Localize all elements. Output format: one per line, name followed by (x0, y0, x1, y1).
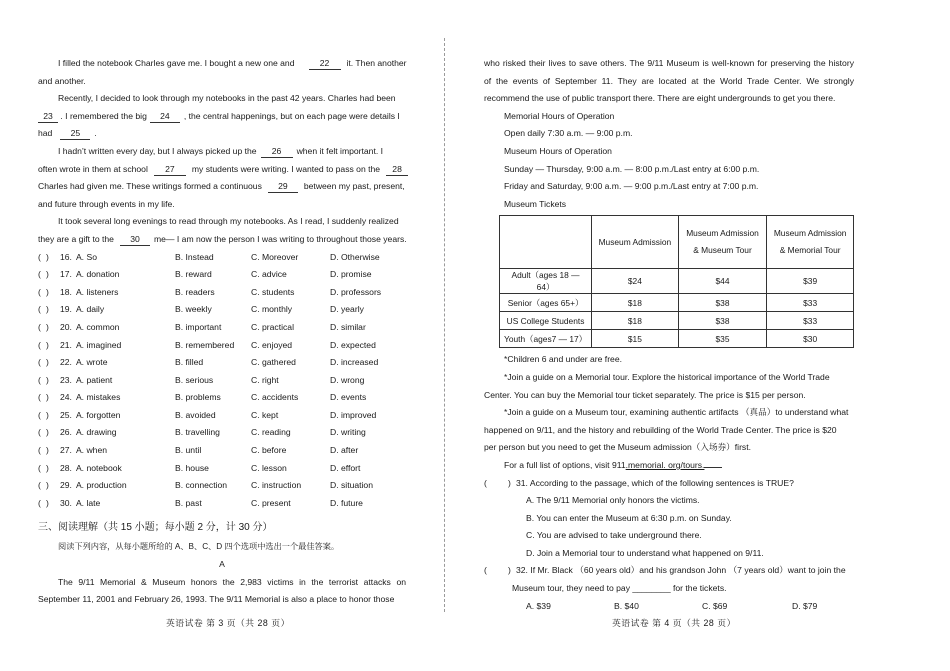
question-row (38, 407, 406, 425)
ticket-price: $35 (678, 330, 767, 348)
section-title: 三、阅读理解（共 15 小题；每小题 2 分，计 30 分） (38, 522, 273, 534)
passage-line-5: had 25 . (38, 128, 97, 139)
question-paren-close: ) (46, 409, 49, 420)
question-paren-open: ( (38, 427, 41, 438)
option-c[interactable]: C. students (251, 286, 295, 297)
text-line: recommend the use of public transport there. There are eight undergrounds to get you there. (484, 93, 836, 104)
question-number-option-a[interactable] (60, 249, 97, 267)
option-a[interactable]: A. when (75, 445, 108, 456)
question-paren-open: ( (38, 445, 41, 456)
option-b[interactable]: B. travelling (175, 427, 220, 438)
option-a[interactable]: A. imagined (75, 339, 122, 350)
option-c[interactable]: C. practical (251, 321, 294, 332)
option-a[interactable]: A. drawing (75, 427, 117, 438)
reading-line-1: The 9/11 Memorial & Museum honors the 2,983 victims in the terrorist attacks on (58, 576, 406, 587)
q32-option-d[interactable]: D. $79 (792, 600, 818, 611)
question-row (38, 337, 406, 355)
question-number: 17. (60, 269, 72, 280)
question-number-option-a[interactable] (60, 460, 122, 478)
question-number: 22. (60, 357, 72, 368)
question-number: 16. (60, 251, 72, 262)
question-paren-close: ) (46, 462, 49, 473)
option-b[interactable]: B. remembered (175, 339, 235, 350)
text-line: Memorial Hours of Operation (504, 110, 615, 121)
ticket-price: $44 (678, 269, 767, 294)
option-b[interactable]: B. avoided (175, 409, 216, 420)
option-d[interactable]: D. increased (330, 357, 379, 368)
question-paren-close: ) (46, 445, 49, 456)
option-d[interactable]: D. writing (330, 427, 366, 438)
question-number: 28. (60, 462, 72, 473)
ticket-row (500, 294, 854, 312)
option-b[interactable]: B. reward (175, 269, 212, 280)
passage-label: A (219, 559, 225, 570)
question-number: 30. (60, 497, 72, 508)
blank-25: 25 (60, 127, 90, 140)
question-number-option-a[interactable] (60, 284, 118, 302)
tours-link[interactable]: .memorial. org/tours. (625, 459, 705, 470)
question-number-option-a[interactable] (60, 424, 117, 442)
reading-line-2: September 11, 2001 and February 26, 1993. The 9/11 Memorial is also a place to honor those (38, 594, 395, 605)
text-line: of the events of September 11. They are located at the World Trade Center. We strongly (484, 75, 854, 86)
text-line: happened on 9/11, and the history and rebuilding of the World Trade Center. The price is $20 (484, 424, 837, 435)
option-d[interactable]: D. expected (330, 339, 376, 350)
ticket-price: $30 (767, 330, 854, 348)
option-c[interactable]: C. enjoyed (251, 339, 293, 350)
question-paren-close: ) (46, 269, 49, 280)
option-a[interactable]: A. production (75, 480, 127, 491)
option-c[interactable]: C. advice (251, 269, 287, 280)
option-d[interactable]: D. Otherwise (330, 251, 380, 262)
option-a[interactable]: A. late (75, 497, 101, 508)
page-divider (444, 38, 446, 612)
header-cell-museum-admission: Museum Admission (592, 216, 679, 269)
option-d[interactable]: D. improved (330, 409, 377, 420)
q31-option-a[interactable]: A. The 9/11 Memorial only honors the victims. (526, 495, 700, 506)
blank-27: 27 (154, 163, 186, 176)
question-paren-open: ( (38, 374, 41, 385)
ticket-price: $39 (767, 269, 854, 294)
option-d[interactable]: D. wrong (330, 374, 365, 385)
option-c[interactable]: C. before (251, 445, 287, 456)
q32-option-b[interactable]: B. $40 (614, 600, 639, 611)
header-cell-museum-tour: Museum Admission & Museum Tour (678, 216, 767, 269)
question-paren-close: ) (46, 392, 49, 403)
question-number: 21. (60, 339, 72, 350)
right-bottom-text (484, 351, 854, 457)
option-b[interactable]: B. weekly (175, 304, 212, 315)
question-number-option-a[interactable] (60, 266, 119, 284)
ticket-category: Adult（ages 18 — 64） (500, 269, 592, 294)
option-d[interactable]: D. after (330, 445, 359, 456)
question-paren-close: ) (46, 339, 49, 350)
passage-line-9: and future through events in my life. (38, 198, 175, 209)
ticket-row (500, 330, 854, 348)
option-a[interactable]: A. notebook (75, 462, 122, 473)
ticket-price: $18 (592, 312, 679, 330)
passage-line-11: they are a gift to the 30 me— I am now the person I was writing to throughout those years. (38, 233, 407, 244)
option-c[interactable]: C. instruction (251, 480, 302, 491)
q32-options (484, 598, 854, 616)
q32-option-c[interactable]: C. $69 (702, 600, 728, 611)
option-a[interactable]: A. forgotten (75, 409, 121, 420)
q31-option-d[interactable]: D. Join a Memorial tour to understand what happened on 9/11. (526, 547, 764, 558)
question-paren-close: ) (46, 251, 49, 262)
question-number: 27. (60, 445, 72, 456)
option-c[interactable]: C. present (251, 497, 291, 508)
passage-line-4: 23 . I remembered the big 24 , the central happenings, but on each page were details I (38, 108, 406, 126)
question-row (38, 389, 406, 407)
question-row (38, 460, 406, 478)
question-row (38, 249, 406, 267)
ticket-price: $24 (592, 269, 679, 294)
question-row (38, 372, 406, 390)
header-cell-blank (500, 216, 592, 269)
question-paren-open: ( (38, 321, 41, 332)
question-paren-open: ( (38, 339, 41, 350)
question-number: 20. (60, 321, 72, 332)
q32-stem: ( ) 32. If Mr. Black （60 years old）and his grandson John （7 years old）want to join the (484, 565, 846, 576)
question-number-option-a[interactable] (60, 372, 112, 390)
blank-29: 29 (268, 180, 298, 193)
option-d[interactable]: D. yearly (330, 304, 364, 315)
option-c[interactable]: C. accidents (251, 392, 299, 403)
option-d[interactable]: D. professors (330, 286, 382, 297)
full-list-line: For a full list of options, visit 911.memorial. org/tours. (484, 457, 854, 475)
option-b[interactable]: B. connection (175, 480, 228, 491)
q32-stem-2: Museum tour, they need to pay ________ for the tickets. (512, 583, 727, 594)
ticket-row (500, 269, 854, 294)
question-number-option-a[interactable] (60, 301, 104, 319)
passage-line-6: I hadn’t written every day, but I always picked up the 26 when it felt important. I (58, 145, 384, 156)
question-paren-close: ) (46, 374, 49, 385)
question-row (38, 284, 406, 302)
question-paren-close: ) (46, 497, 49, 508)
option-b[interactable]: B. until (175, 445, 202, 456)
question-number-option-a[interactable] (60, 477, 127, 495)
option-c[interactable]: C. right (251, 374, 279, 385)
question-paren-open: ( (38, 269, 41, 280)
option-d[interactable]: D. events (330, 392, 367, 403)
question-number-option-a[interactable] (60, 389, 120, 407)
option-d[interactable]: D. effort (330, 462, 361, 473)
option-c[interactable]: C. Moreover (251, 251, 299, 262)
option-b[interactable]: B. serious (175, 374, 214, 385)
footer-left: 英语试卷 第 3 页（共 28 页） (166, 618, 290, 628)
ticket-price: $18 (592, 294, 679, 312)
option-a[interactable]: A. wrote (75, 357, 108, 368)
ticket-table-header (500, 216, 854, 269)
passage-line-7: often wrote in them at school 27 my students were writing. I wanted to pass on the 28 (38, 161, 406, 179)
ticket-category: US College Students (500, 312, 592, 330)
passage-line-2: and another. (38, 75, 86, 86)
passage-line-1: I filled the notebook Charles gave me. I bought a new one and 22 it. Then another (58, 58, 407, 68)
question-number: 25. (60, 409, 72, 420)
blank-26: 26 (261, 145, 293, 158)
option-b[interactable]: B. problems (175, 392, 221, 403)
q32-option-a[interactable]: A. $39 (526, 600, 551, 611)
question-number: 23. (60, 374, 72, 385)
option-a[interactable]: A. donation (75, 269, 120, 280)
question-row (38, 266, 406, 284)
cloze-questions (38, 249, 406, 513)
blank-28: 28 (386, 163, 408, 176)
text-line: *Children 6 and under are free. (504, 354, 623, 365)
right-page (484, 55, 854, 615)
question-paren-close: ) (46, 427, 49, 438)
question-paren-close: ) (46, 286, 49, 297)
question-row (38, 477, 406, 495)
question-number-option-a[interactable] (60, 319, 119, 337)
left-page (38, 55, 406, 609)
question-number-option-a[interactable] (60, 495, 100, 513)
question-number: 26. (60, 427, 72, 438)
q31-option-c[interactable]: C. You are advised to take underground there. (526, 530, 702, 541)
header-cell-memorial-tour: Museum Admission & Memorial Tour (767, 216, 854, 269)
question-number: 19. (60, 304, 72, 315)
blank-24: 24 (150, 110, 180, 123)
text-line: *Join a guide on a Museum tour, examining authentic artifacts （真品）to understand what (504, 407, 849, 418)
option-a[interactable]: A. listeners (75, 286, 119, 297)
ticket-price: $33 (767, 294, 854, 312)
question-number-option-a[interactable] (60, 354, 107, 372)
option-b[interactable]: B. important (175, 321, 222, 332)
option-c[interactable]: C. lesson (251, 462, 287, 473)
question-row (38, 495, 406, 513)
ticket-price: $38 (678, 294, 767, 312)
question-row (38, 319, 406, 337)
question-number-option-a[interactable] (60, 442, 107, 460)
question-paren-open: ( (38, 480, 41, 491)
option-a[interactable]: A. patient (75, 374, 113, 385)
option-b[interactable]: B. house (175, 462, 209, 473)
question-paren-close: ) (46, 357, 49, 368)
question-number: 18. (60, 286, 72, 297)
question-paren-open: ( (38, 409, 41, 420)
blank-30: 30 (120, 233, 150, 246)
option-a[interactable]: A. daily (75, 304, 105, 315)
text-line: Museum Tickets (504, 198, 567, 209)
ticket-row (500, 312, 854, 330)
option-b[interactable]: B. filled (175, 357, 204, 368)
question-number-option-a[interactable] (60, 337, 121, 355)
option-b[interactable]: B. Instead (175, 251, 214, 262)
text-line: Museum Hours of Operation (504, 145, 612, 156)
option-d[interactable]: D. future (330, 497, 363, 508)
option-c[interactable]: C. kept (251, 409, 279, 420)
instruction: 阅读下列内容，从每小题所给的 A、B、C、D 四个选项中选出一个最佳答案。 (58, 542, 340, 552)
question-number: 29. (60, 480, 72, 491)
q31-stem: ( ) 31. According to the passage, which of the following sentences is TRUE? (484, 477, 794, 488)
ticket-price: $15 (592, 330, 679, 348)
question-paren-close: ) (46, 321, 49, 332)
question-paren-close: ) (46, 304, 49, 315)
question-row (38, 301, 406, 319)
ticket-category: Youth（ages7 — 17） (500, 330, 592, 348)
passage-line-10: It took several long evenings to read through my notebooks. As I read, I suddenly realized (58, 216, 399, 227)
text-line: Open daily 7:30 a.m. — 9:00 p.m. (504, 128, 633, 139)
question-row (38, 354, 406, 372)
question-paren-open: ( (38, 251, 41, 262)
passage-line-3: Recently, I decided to look through my notebooks in the past 42 years. Charles had been (58, 93, 396, 104)
option-a[interactable]: A. mistakes (75, 392, 121, 403)
option-b[interactable]: B. past (175, 497, 202, 508)
option-c[interactable]: C. monthly (251, 304, 293, 315)
question-number: 24. (60, 392, 72, 403)
text-line: per person but you need to get the Museum admission（入场券）first. (484, 442, 752, 453)
right-top-text (484, 55, 854, 213)
question-paren-open: ( (38, 392, 41, 403)
option-a[interactable]: A. common (75, 321, 120, 332)
blank-23: 23 (38, 110, 58, 123)
option-d[interactable]: D. promise (330, 269, 372, 280)
option-d[interactable]: D. situation (330, 480, 373, 491)
option-c[interactable]: C. gathered (251, 357, 296, 368)
text-line: Sunday — Thursday, 9:00 a.m. — 8:00 p.m./Last entry at 6:00 p.m. (504, 163, 760, 174)
question-paren-open: ( (38, 304, 41, 315)
question-row (38, 442, 406, 460)
option-c[interactable]: C. reading (251, 427, 291, 438)
ticket-price: $38 (678, 312, 767, 330)
question-row (38, 424, 406, 442)
option-d[interactable]: D. similar (330, 321, 366, 332)
text-line: Center. You can buy the Memorial tour ticket separately. The price is $15 per person. (484, 389, 806, 400)
question-paren-open: ( (38, 357, 41, 368)
ticket-price: $33 (767, 312, 854, 330)
question-paren-open: ( (38, 497, 41, 508)
text-line: *Join a guide on a Memorial tour. Explore the historical importance of the World Trade (504, 371, 830, 382)
text-line: Friday and Saturday, 9:00 a.m. — 9:00 p.m./Last entry at 7:00 p.m. (504, 181, 759, 192)
ticket-category: Senior（ages 65+） (500, 294, 592, 312)
ticket-table (499, 215, 854, 348)
option-a[interactable]: A. So (75, 251, 97, 262)
text-line: who risked their lives to save others. The 9/11 Museum is well-known for preserving the history (484, 58, 854, 68)
option-b[interactable]: B. readers (175, 286, 215, 297)
blank-22: 22 (309, 57, 341, 70)
question-paren-open: ( (38, 286, 41, 297)
passage-line-8: Charles had given me. These writings formed a continuous 29 between my past, present, (38, 181, 405, 192)
question-number-option-a[interactable] (60, 407, 120, 425)
footer-right: 英语试卷 第 4 页（共 28 页） (612, 618, 736, 628)
question-paren-open: ( (38, 462, 41, 473)
question-paren-close: ) (46, 480, 49, 491)
q31-option-b[interactable]: B. You can enter the Museum at 6:30 p.m. on Sunday. (526, 512, 732, 523)
